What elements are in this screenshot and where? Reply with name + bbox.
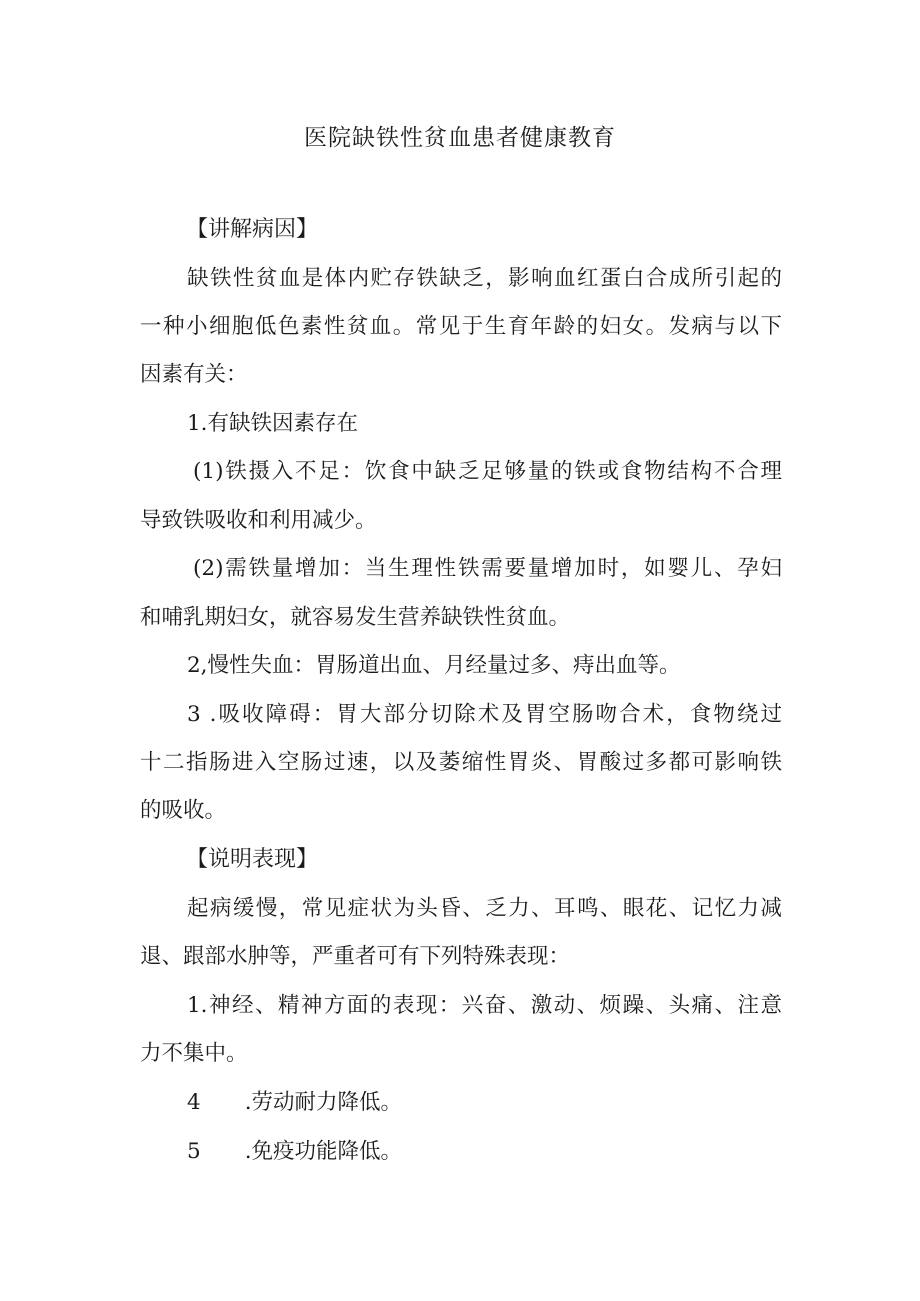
list-item-line: 的吸收。 bbox=[140, 798, 227, 823]
sub-item-line: 导致铁吸收和利用减少。 bbox=[140, 508, 377, 533]
list-item-text: .免疫功能降低。 bbox=[244, 1139, 403, 1164]
paragraph-line: 退、跟部水肿等，严重者可有下列特殊表现： bbox=[140, 944, 571, 969]
document-title: 医院缺铁性贫血患者健康教育 bbox=[304, 125, 616, 151]
list-item-line: 十二指肠进入空肠过速，以及萎缩性胃炎、胃酸过多都可影响铁 bbox=[140, 750, 782, 775]
sub-item-line: 和哺乳期妇女，就容易发生营养缺铁性贫血。 bbox=[140, 605, 571, 630]
list-item-line: 力不集中。 bbox=[140, 1041, 248, 1066]
section-heading-symptoms: 【说明表现】 bbox=[186, 847, 319, 872]
list-item: 2,慢性失血：胃肠道出血、月经量过多、痔出血等。 bbox=[187, 653, 681, 678]
list-item-heading: 1.有缺铁因素存在 bbox=[187, 411, 359, 436]
paragraph-line: 缺铁性贫血是体内贮存铁缺乏，影响血红蛋白合成所引起的 bbox=[187, 266, 782, 291]
list-item-number: 5 bbox=[187, 1139, 201, 1164]
list-item-number: 4 bbox=[187, 1090, 201, 1115]
list-item-line: 1.神经、精神方面的表现：兴奋、激动、烦躁、头痛、注意 bbox=[187, 993, 782, 1018]
list-item-line: 3 .吸收障碍：胃大部分切除术及胃空肠吻合术，食物绕过 bbox=[187, 702, 782, 727]
list-item bbox=[187, 1086, 402, 1120]
paragraph-line: 起病缓慢，常见症状为头昏、乏力、耳鸣、眼花、记忆力减 bbox=[187, 896, 782, 921]
list-item bbox=[187, 1135, 402, 1169]
sub-item-line: (2)需铁量增加：当生理性铁需要量增加时，如婴儿、孕妇 bbox=[193, 556, 782, 581]
paragraph-line: 一种小细胞低色素性贫血。常见于生育年龄的妇女。发病与以下 bbox=[140, 314, 782, 339]
section-heading-cause: 【讲解病因】 bbox=[186, 217, 319, 242]
list-item-text: .劳动耐力降低。 bbox=[244, 1090, 403, 1115]
sub-item-line: (1)铁摄入不足：饮食中缺乏足够量的铁或食物结构不合理 bbox=[193, 459, 782, 484]
paragraph-line: 因素有关： bbox=[140, 362, 248, 387]
